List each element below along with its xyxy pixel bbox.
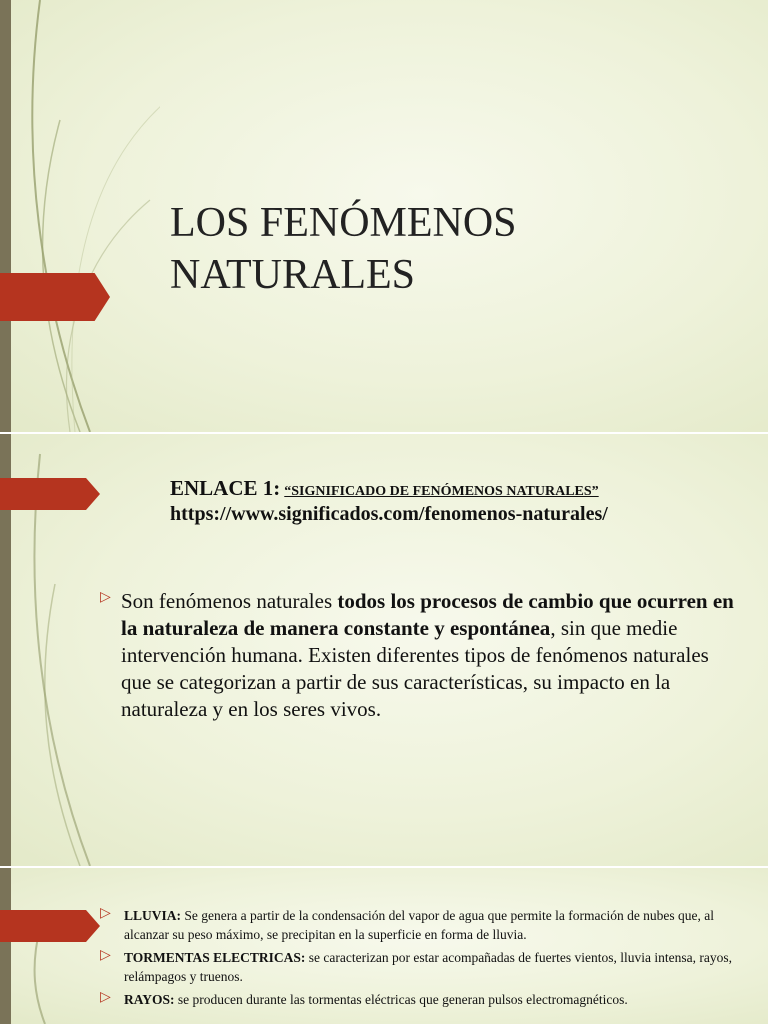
item-term: TORMENTAS ELECTRICAS: <box>124 950 306 965</box>
title-line-1: LOS FENÓMENOS <box>170 200 517 246</box>
phenomena-list <box>100 906 748 1013</box>
list-item <box>100 990 748 1009</box>
arrow-bullet-icon: ▷ <box>100 590 111 605</box>
arrow-bullet-icon: ▷ <box>100 906 111 921</box>
slide-title-text <box>170 197 730 301</box>
red-arrow-tab <box>0 478 100 510</box>
paragraph-text <box>121 588 740 723</box>
item-text: se producen durante las tormentas eléctricas que generan pulsos electromagnéticos. <box>174 992 628 1007</box>
item-text: se caracterizan por estar acompañadas de fuertes vientos, lluvia intensa, rayos, relámpagos y truenos. <box>124 950 732 984</box>
arrow-bullet-icon: ▷ <box>100 948 111 963</box>
para-bold: todos los procesos de cambio que ocurren en la naturaleza de manera constante y espontánea <box>121 589 734 640</box>
list-item <box>100 906 748 944</box>
link-block <box>170 476 750 526</box>
left-accent-bar <box>0 868 11 1024</box>
para-start: Son fenómenos naturales <box>121 589 338 613</box>
item-term: RAYOS: <box>124 992 175 1007</box>
link-url[interactable]: https://www.significados.com/fenomenos-naturales/ <box>170 503 608 525</box>
left-accent-bar <box>0 0 11 432</box>
item-term: LLUVIA: <box>124 908 182 923</box>
para-end: , sin que medie intervención humana. Existen diferentes tipos de fenómenos naturales que se categorizan a partir de sus características, su impacto en la naturaleza y en los seres vivos. <box>121 616 709 721</box>
decorative-swoosh-icon <box>0 0 160 432</box>
list-item <box>100 948 748 986</box>
slide-title <box>0 0 768 432</box>
red-arrow-tab <box>0 910 100 942</box>
definition-paragraph <box>100 588 740 723</box>
link-title[interactable]: “SIGNIFICADO DE FENÓMENOS NATURALES” <box>284 484 599 499</box>
arrow-bullet-icon: ▷ <box>100 990 111 1005</box>
item-text: Se genera a partir de la condensación del vapor de agua que permite la formación de nubes que, al alcanzar su peso máximo, se precipitan en la superficie en forma de lluvia. <box>124 908 715 942</box>
red-arrow-tab <box>0 273 110 321</box>
link-label: ENLACE 1: <box>170 476 281 500</box>
title-line-2: NATURALES <box>170 252 416 298</box>
